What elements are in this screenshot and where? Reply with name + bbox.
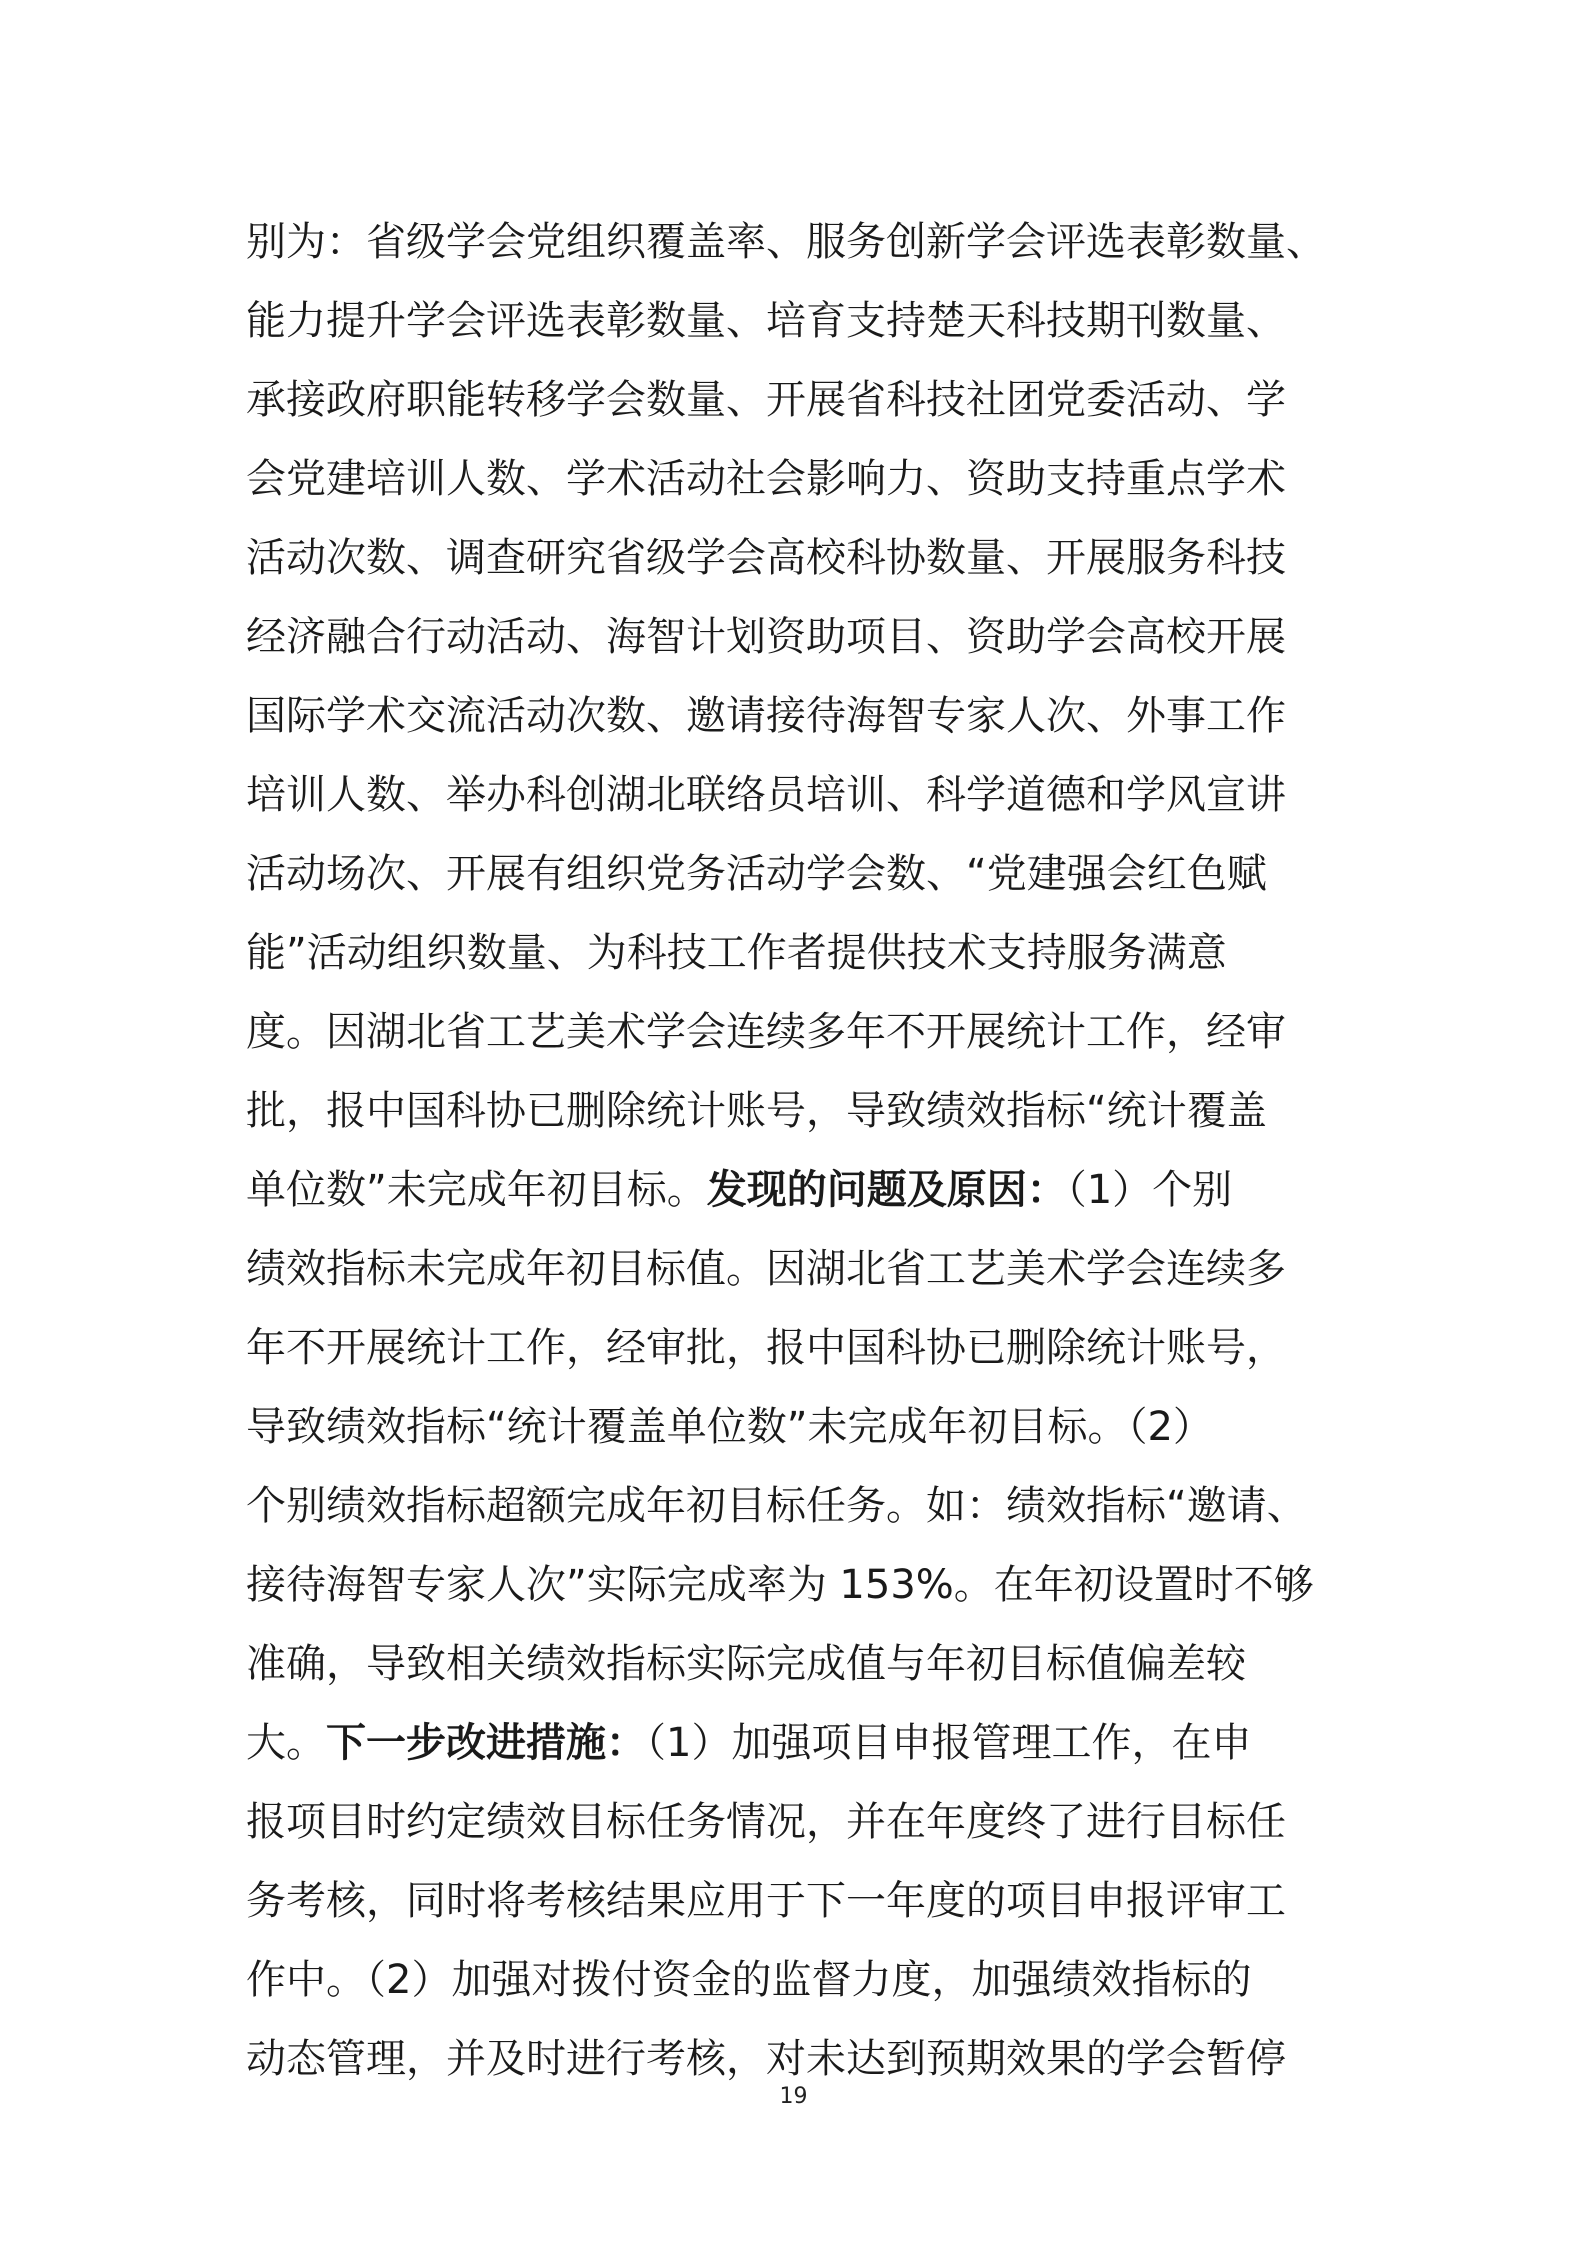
text-line: 年不开展统计工作，经审批，报中国科协已删除统计账号， (246, 1325, 1286, 1371)
page-number: 19 (779, 2084, 808, 2109)
text-line: 承接政府职能转移学会数量、开展省科技社团党委活动、学 (246, 377, 1286, 423)
text-line: 能力提升学会评选表彰数量、培育支持楚天科技期刊数量、 (246, 298, 1286, 344)
text-line: 活动场次、开展有组织党务活动学会数、“党建强会红色赋 (246, 851, 1267, 897)
text-line: 会党建培训人数、学术活动社会影响力、资助支持重点学术 (246, 456, 1286, 502)
text-segment: （1）加强项目申报管理工作，在申 (646, 1720, 1252, 1766)
text-line: 报项目时约定绩效目标任务情况，并在年度终了进行目标任 (246, 1799, 1286, 1845)
text-line: 导致绩效指标“统计覆盖单位数”未完成年初目标。（2） (246, 1404, 1213, 1450)
text-segment: 大。 (246, 1720, 326, 1766)
text-line: 绩效指标未完成年初目标值。因湖北省工艺美术学会连续多 (246, 1246, 1286, 1292)
text-line: 准确，导致相关绩效指标实际完成值与年初目标值偏差较 (246, 1641, 1246, 1687)
text-line: 活动次数、调查研究省级学会高校科协数量、开展服务科技 (246, 535, 1286, 581)
text-line: 作中。（2）加强对拨付资金的监督力度，加强绩效指标的 (246, 1957, 1252, 2003)
text-line: 国际学术交流活动次数、邀请接待海智专家人次、外事工作 (246, 693, 1286, 739)
text-segment: 单位数”未完成年初目标。 (246, 1167, 707, 1213)
text-line: 度。因湖北省工艺美术学会连续多年不开展统计工作，经审 (246, 1009, 1286, 1055)
body-text (246, 203, 1356, 2099)
text-segment: （1）个别 (1066, 1167, 1233, 1213)
text-line: 接待海智专家人次”实际完成率为 153%。在年初设置时不够 (246, 1562, 1314, 1608)
section-heading-improvements: 下一步改进措施： (326, 1720, 646, 1766)
text-line: 能”活动组织数量、为科技工作者提供技术支持服务满意 (246, 930, 1227, 976)
text-line: 个别绩效指标超额完成年初目标任务。如：绩效指标“邀请、 (246, 1483, 1307, 1529)
text-line (246, 1151, 1356, 1230)
text-line: 培训人数、举办科创湖北联络员培训、科学道德和学风宣讲 (246, 772, 1286, 818)
text-line: 别为：省级学会党组织覆盖率、服务创新学会评选表彰数量、 (246, 219, 1326, 265)
text-line: 批，报中国科协已删除统计账号，导致绩效指标“统计覆盖 (246, 1088, 1267, 1134)
text-line (246, 1704, 1356, 1783)
text-line: 经济融合行动活动、海智计划资助项目、资助学会高校开展 (246, 614, 1286, 660)
section-heading-problems: 发现的问题及原因： (706, 1167, 1067, 1213)
text-line: 动态管理，并及时进行考核，对未达到预期效果的学会暂停 (246, 2036, 1286, 2082)
text-line: 务考核，同时将考核结果应用于下一年度的项目申报评审工 (246, 1878, 1286, 1924)
